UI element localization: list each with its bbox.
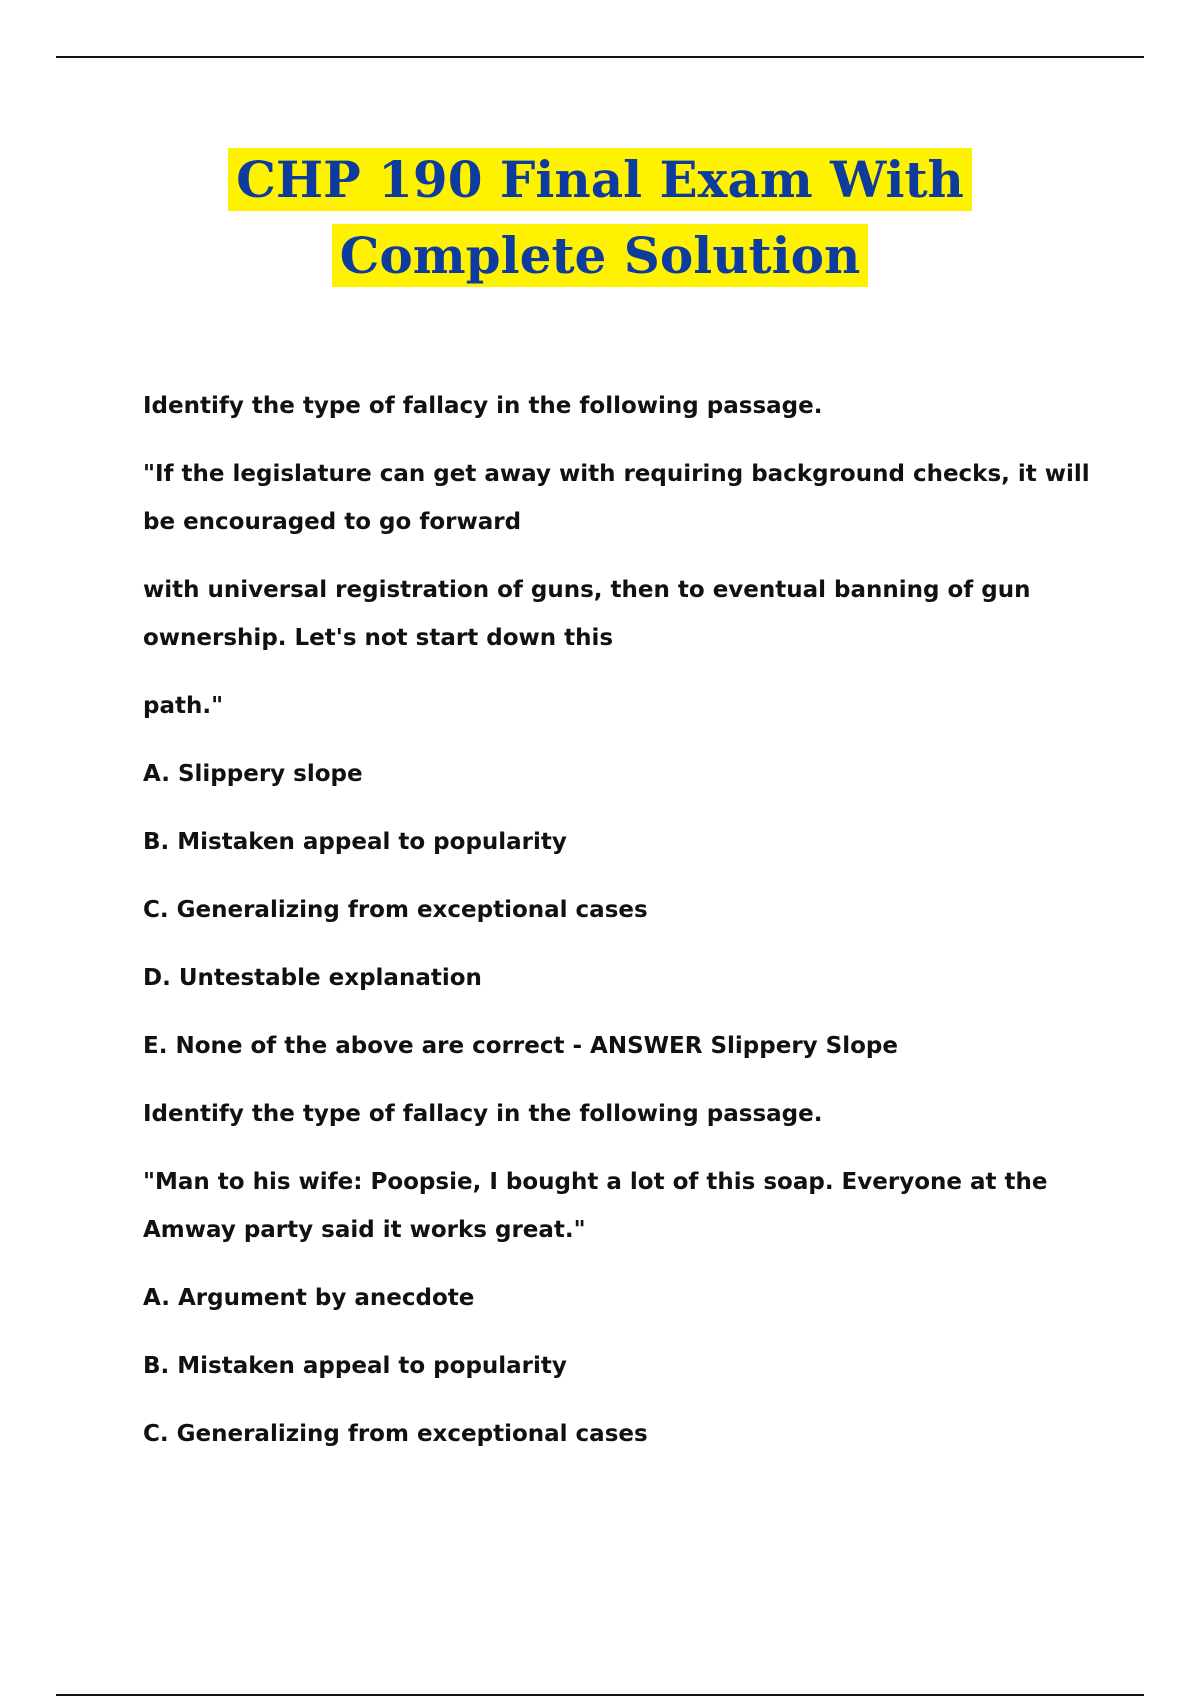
- document-title: [0, 142, 1200, 294]
- question-1-prompt: Identify the type of fallacy in the following passage.: [143, 393, 823, 419]
- title-line-2-text: Complete Solution: [332, 224, 869, 287]
- document-body: [143, 382, 1103, 1478]
- question-1-option-e-answer: E. None of the above are correct - ANSWER Slippery Slope: [143, 1033, 898, 1059]
- question-1-option-a: A. Slippery slope: [143, 761, 363, 787]
- question-2-prompt: Identify the type of fallacy in the following passage.: [143, 1101, 823, 1127]
- title-line-1: [0, 142, 1200, 218]
- question-1-passage-part-1: "If the legislature can get away with requiring background checks, it will be encouraged to go forward: [143, 461, 1090, 535]
- question-2-option-b: B. Mistaken appeal to popularity: [143, 1353, 567, 1379]
- title-line-2: [0, 218, 1200, 294]
- question-1-passage-part-3: path.": [143, 693, 224, 719]
- question-1-option-d: D. Untestable explanation: [143, 965, 482, 991]
- question-1-option-b: B. Mistaken appeal to popularity: [143, 829, 567, 855]
- question-2-option-c: C. Generalizing from exceptional cases: [143, 1421, 648, 1447]
- footer-rule: [56, 1694, 1144, 1696]
- question-2-option-a: A. Argument by anecdote: [143, 1285, 475, 1311]
- question-2-passage: "Man to his wife: Poopsie, I bought a lot of this soap. Everyone at the Amway party said it works great.": [143, 1169, 1048, 1243]
- title-line-1-text: CHP 190 Final Exam With: [228, 148, 972, 211]
- header-rule: [56, 56, 1144, 58]
- question-1-option-c: C. Generalizing from exceptional cases: [143, 897, 648, 923]
- question-1-passage-part-2: with universal registration of guns, then to eventual banning of gun ownership. Let's not start down this: [143, 577, 1031, 651]
